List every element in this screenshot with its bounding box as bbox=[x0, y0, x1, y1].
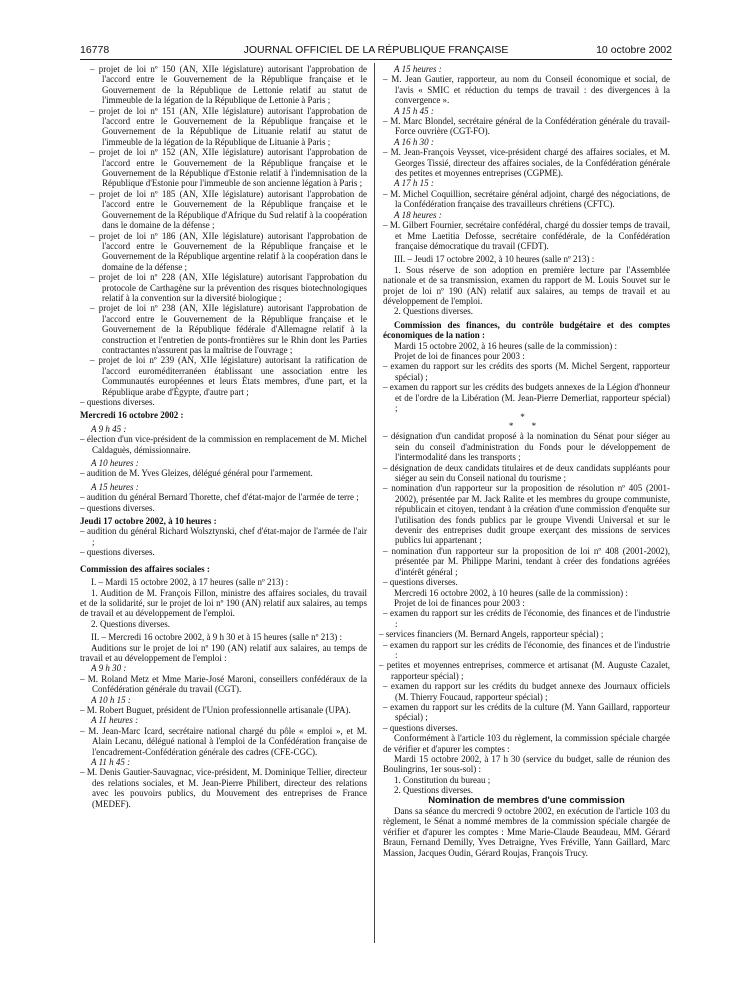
agenda-item: – M. Jean Gautier, rapporteur, au nom du Conseil économique et social, de l'avis « SMIC et réduction du temps de travail : des divergences à la convergence ». bbox=[383, 74, 670, 106]
session-time: A 16 h 30 : bbox=[394, 136, 434, 147]
session-date-heading: Mardi 15 octobre 2002, à 16 heures (salle de la commission) : bbox=[394, 340, 617, 351]
agenda-item: – examen du rapport sur les crédits de la culture (M. Yann Gaillard, rapporteur spécial) ; bbox=[383, 701, 670, 723]
agenda-item: – audition du général Richard Wolsztynski, chef d'état-major de l'armée de l'air ; bbox=[80, 526, 367, 547]
agenda-item: – M. Jean-François Veysset, vice-président chargé des affaires sociales, et M. Georges Tissié, directeur des affaires sociales, de la Confédération générale des petites et moyennes entreprises (CGPME). bbox=[383, 147, 670, 179]
projet-de-loi-item: – projet de loi nº 186 (AN, XIIe législature) autorisant l'approbation de l'accord entre le Gouvernement de la République française et le Gouvernement de la République argentine relatif à la coopération dans le domaine de la défense ; bbox=[90, 230, 367, 272]
agenda-item: – examen du rapport sur les crédits des sports (M. Michel Sergent, rapporteur spécial) ; bbox=[383, 361, 670, 382]
session-time: A 17 h 15 : bbox=[394, 178, 434, 189]
agenda-item: – élection d'un vice-président de la commission en remplacement de M. Michel Caldaguès, démissionnaire. bbox=[80, 434, 367, 455]
projet-de-loi-item: – projet de loi nº 239 (AN, XIIe législature) autorisant la ratification de l'accord euroméditerranéen établissant une association entre les Communautés européennes et leurs États membres, d'une part, et la République arabe d'Égypte, d'autre part ; bbox=[90, 355, 367, 397]
agenda-item: – désignation d'un candidat proposé à la nomination du Sénat pour siéger au sein du conseil d'administration du Fonds pour le développement de l'intermodalité dans les transports ; bbox=[383, 431, 670, 463]
agenda-paragraph: 2. Questions diverses. bbox=[91, 618, 170, 629]
projet-de-loi-item: – projet de loi nº 185 (AN, XIIe législature) autorisant l'approbation de l'accord entre le Gouvernement de la République française et le Gouvernement de la République d'Afrique du Sud relatif à la coopération dans le domaine de la défense ; bbox=[90, 188, 367, 231]
session-date-heading: III. – Jeudi 17 octobre 2002, à 10 heures (salle nº 213) : bbox=[394, 254, 595, 265]
agenda-item: – questions diverses. bbox=[80, 547, 155, 558]
agenda-paragraph: Auditions sur le projet de loi nº 190 (AN) relatif aux salaires, au temps de travail et au développement de l'emploi : bbox=[80, 642, 367, 663]
session-time: A 9 h 30 : bbox=[91, 663, 127, 674]
session-time: A 9 h 45 : bbox=[91, 423, 127, 434]
session-time: A 15 heures : bbox=[394, 64, 442, 74]
agenda-item: – questions diverses. bbox=[383, 722, 458, 733]
session-time: A 11 h 45 : bbox=[91, 757, 131, 767]
projet-de-loi-item: – projet de loi nº 150 (AN, XIIe législature) autorisant l'approbation de l'accord entre le Gouvernement de la République française et le Gouvernement de la République de Lettonie relatif au statut de l'immeuble de la légation de la République de Lettonie à Paris ; bbox=[90, 64, 367, 106]
projet-de-loi-item: – projet de loi nº 238 (AN, XIIe législature) autorisant l'approbation de l'accord entre le Gouvernement de la République française et le Gouvernement de la République fédérale d'Allemagne relatif à la construction et l'entretien de ponts-frontières sur le Rhin dont les Parties contractantes n'assurent pas la maîtrise de l'ouvrage ; bbox=[90, 303, 367, 355]
commission-heading: Commission des affaires sociales : bbox=[80, 563, 210, 574]
right-column bbox=[379, 64, 670, 858]
agenda-item: – examen du rapport sur les crédits de l'économie, des finances et de l'industrie : bbox=[383, 608, 670, 629]
agenda-paragraph: Projet de loi de finances pour 2003 : bbox=[394, 597, 525, 608]
column-divider bbox=[374, 63, 375, 943]
session-time: A 18 heures : bbox=[394, 209, 442, 220]
page-number: 16778 bbox=[80, 44, 110, 56]
agenda-item: – questions diverses. bbox=[383, 577, 458, 588]
agenda-item: – M. Michel Coquillion, secrétaire général adjoint, chargé des négociations, de la Confédération française des travailleurs chrétiens (CFTC). bbox=[383, 188, 670, 210]
agenda-item: – examen du rapport sur les crédits de l'économie, des finances et de l'industrie : bbox=[383, 639, 670, 660]
issue-date: 10 octobre 2002 bbox=[596, 44, 672, 56]
agenda-item: – nomination d'un rapporteur sur la proposition de loi nº 408 (2001-2002), présentée par M. Philippe Marini, tendant à créer des fondations agréées d'intérêt général ; bbox=[383, 545, 670, 577]
session-date-heading: Jeudi 17 octobre 2002, à 10 heures : bbox=[80, 516, 217, 527]
agenda-item: – M. Roland Metz et Mme Marie-José Maroni, conseillers confédéraux de la Confédération générale du travail (CGT). bbox=[80, 673, 367, 695]
session-time: A 15 heures : bbox=[91, 481, 139, 492]
session-date-heading: Mercredi 16 octobre 2002, à 10 heures (salle de la commission) : bbox=[394, 587, 628, 598]
agenda-item: – désignation de deux candidats titulaires et de deux candidats suppléants pour siéger au sein du Conseil national du tourisme ; bbox=[383, 462, 670, 484]
agenda-item: – audition de M. Yves Gleizes, délégué général pour l'armement. bbox=[80, 468, 313, 479]
journal-title: JOURNAL OFFICIEL DE LA RÉPUBLIQUE FRANÇAISE bbox=[243, 44, 509, 56]
left-column bbox=[80, 64, 367, 809]
separator-asterisks: * * bbox=[508, 421, 545, 432]
commission-speciale-paragraph: Conformément à l'article 103 du règlement, la commission spéciale chargée de vérifier et d'apurer les comptes : bbox=[383, 733, 670, 754]
section-title: Nomination de membres d'une commission bbox=[428, 794, 625, 806]
agenda-item: – nomination d'un rapporteur sur la proposition de résolution nº 405 (2001-2002), présentée par M. Jack Ralite et les membres du groupe communiste, républicain et citoyen, tendant à la création d'une commission d'enquête sur l'utilisation des fonds publics par le groupe Vivendi Universal et sur le devenir des entreprises dudit groupe exerçant des missions de services publics lui appartenant ; bbox=[383, 483, 670, 546]
agenda-paragraph: 1. Audition de M. François Fillon, ministre des affaires sociales, du travail et de la solidarité, sur le projet de loi nº 190 (AN) relatif aux salaires, au temps de travail et au développement de l'emploi. bbox=[80, 587, 367, 619]
page-header bbox=[80, 44, 672, 58]
agenda-item: – M. Marc Blondel, secrétaire général de la Confédération générale du travail-Force ouvrière (CGT-FO). bbox=[383, 116, 670, 137]
questions-diverses: – questions diverses. bbox=[80, 397, 155, 407]
session-time: A 10 heures : bbox=[91, 458, 139, 469]
projet-de-loi-item: – projet de loi nº 228 (AN, XIIe législature) autorisant l'approbation du protocole de Carthagène sur la prévention des risques biotechnologiques relatif à la convention sur la diversité biologique ; bbox=[90, 272, 367, 303]
agenda-item: – questions diverses. bbox=[80, 502, 155, 513]
agenda-item: – M. Jean-Marc Icard, secrétaire national chargé du pôle « emploi », et M. Alain Lecanu, délégué national à l'emploi de la Confédération française de l'encadrement-Confédération générale des cadres (CFE-CGC). bbox=[80, 725, 367, 757]
agenda-paragraph: 2. Questions diverses. bbox=[394, 306, 473, 317]
nomination-paragraph: Dans sa séance du mercredi 9 octobre 2002, en exécution de l'article 103 du règlement, le Sénat a nommé membres de la commission spéciale chargée de vérifier et d'apurer les comptes : Mme Marie-Claude Beaudeau, MM. Gérard Braun, Fernand Demilly, Yves Detraigne, Yves Fréville, Yann Gaillard, Marc Massion, Jacques Oudin, Gérard Roujas, François Trucy. bbox=[383, 806, 670, 858]
session-date-heading: II. – Mercredi 16 octobre 2002, à 9 h 30 et à 15 heures (salle nº 213) : bbox=[91, 632, 342, 643]
session-date-heading: Mercredi 16 octobre 2002 : bbox=[80, 410, 184, 421]
session-time: A 15 h 45 : bbox=[394, 105, 434, 116]
session-time: A 11 heures : bbox=[91, 715, 139, 726]
agenda-paragraph: Projet de loi de finances pour 2003 : bbox=[394, 350, 525, 361]
agenda-paragraph: 2. Questions diverses. bbox=[394, 785, 473, 796]
agenda-paragraph: 1. Constitution du bureau ; bbox=[394, 774, 491, 785]
projet-de-loi-item: – projet de loi nº 151 (AN, XIIe législature) autorisant l'approbation de l'accord entre le Gouvernement de la République française et le Gouvernement de la République de Lituanie relatif au statut de l'immeuble de la légation de la République de Lituanie à Paris ; bbox=[90, 105, 367, 147]
agenda-subitem: – petites et moyennes entreprises, commerce et artisanat (M. Auguste Cazalet, rapporteur spécial) ; bbox=[379, 660, 670, 681]
separator-asterisk: * bbox=[520, 412, 533, 423]
session-time: A 10 h 15 : bbox=[91, 694, 131, 705]
agenda-item: – audition du général Bernard Thorette, chef d'état-major de l'armée de terre ; bbox=[80, 492, 359, 503]
agenda-subitem: – services financiers (M. Bernard Angels, rapporteur spécial) ; bbox=[379, 629, 604, 640]
session-date-heading: I. – Mardi 15 octobre 2002, à 17 heures (salle nº 213) : bbox=[91, 577, 289, 588]
agenda-item: – examen du rapport sur les crédits du budget annexe des Journaux officiels (M. Thierry Foucaud, rapporteur spécial) ; bbox=[383, 681, 670, 702]
agenda-item: – M. Robert Buguet, président de l'Union professionnelle artisanale (UPA). bbox=[80, 704, 351, 715]
agenda-item: – examen du rapport sur les crédits des budgets annexes de la Légion d'honneur et de l'ordre de la Libération (M. Jean-Pierre Demerliat, rapporteur spécial) ; bbox=[383, 382, 670, 413]
header-rule bbox=[80, 59, 672, 60]
commission-heading: Commission des finances, du contrôle budgétaire et des comptes économiques de la nation : bbox=[383, 319, 670, 341]
agenda-item: – M. Denis Gautier-Sauvagnac, vice-président, M. Dominique Tellier, directeur des relations sociales, et M. Jean-Pierre Philibert, directeur des relations avec les pouvoirs publics, du Mouvement des entreprises de France (MEDEF). bbox=[80, 767, 367, 809]
session-date-heading: Mardi 15 octobre 2002, à 17 h 30 (service du budget, salle de réunion des Boulingrins, 1er sous-sol) : bbox=[383, 754, 670, 775]
agenda-item: – M. Gilbert Fournier, secrétaire confédéral, chargé du dossier temps de travail, et Mme Laetitia Defosse, secrétaire confédérale, de la Confédération française démocratique du travail (CFDT). bbox=[383, 220, 670, 251]
projet-de-loi-item: – projet de loi nº 152 (AN, XIIe législature) autorisant l'approbation de l'accord entre le Gouvernement de la République française et le Gouvernement de la République d'Estonie relatif à l'indemnisation de la République d'Estonie pour l'immeuble de son ancienne légation à Paris ; bbox=[90, 147, 367, 189]
agenda-paragraph: 1. Sous réserve de son adoption en première lecture par l'Assemblée nationale et de sa transmission, examen du rapport de M. Louis Souvet sur le projet de loi nº 190 (AN) relatif aux salaires, au temps de travail et au développement de l'emploi. bbox=[383, 264, 670, 306]
